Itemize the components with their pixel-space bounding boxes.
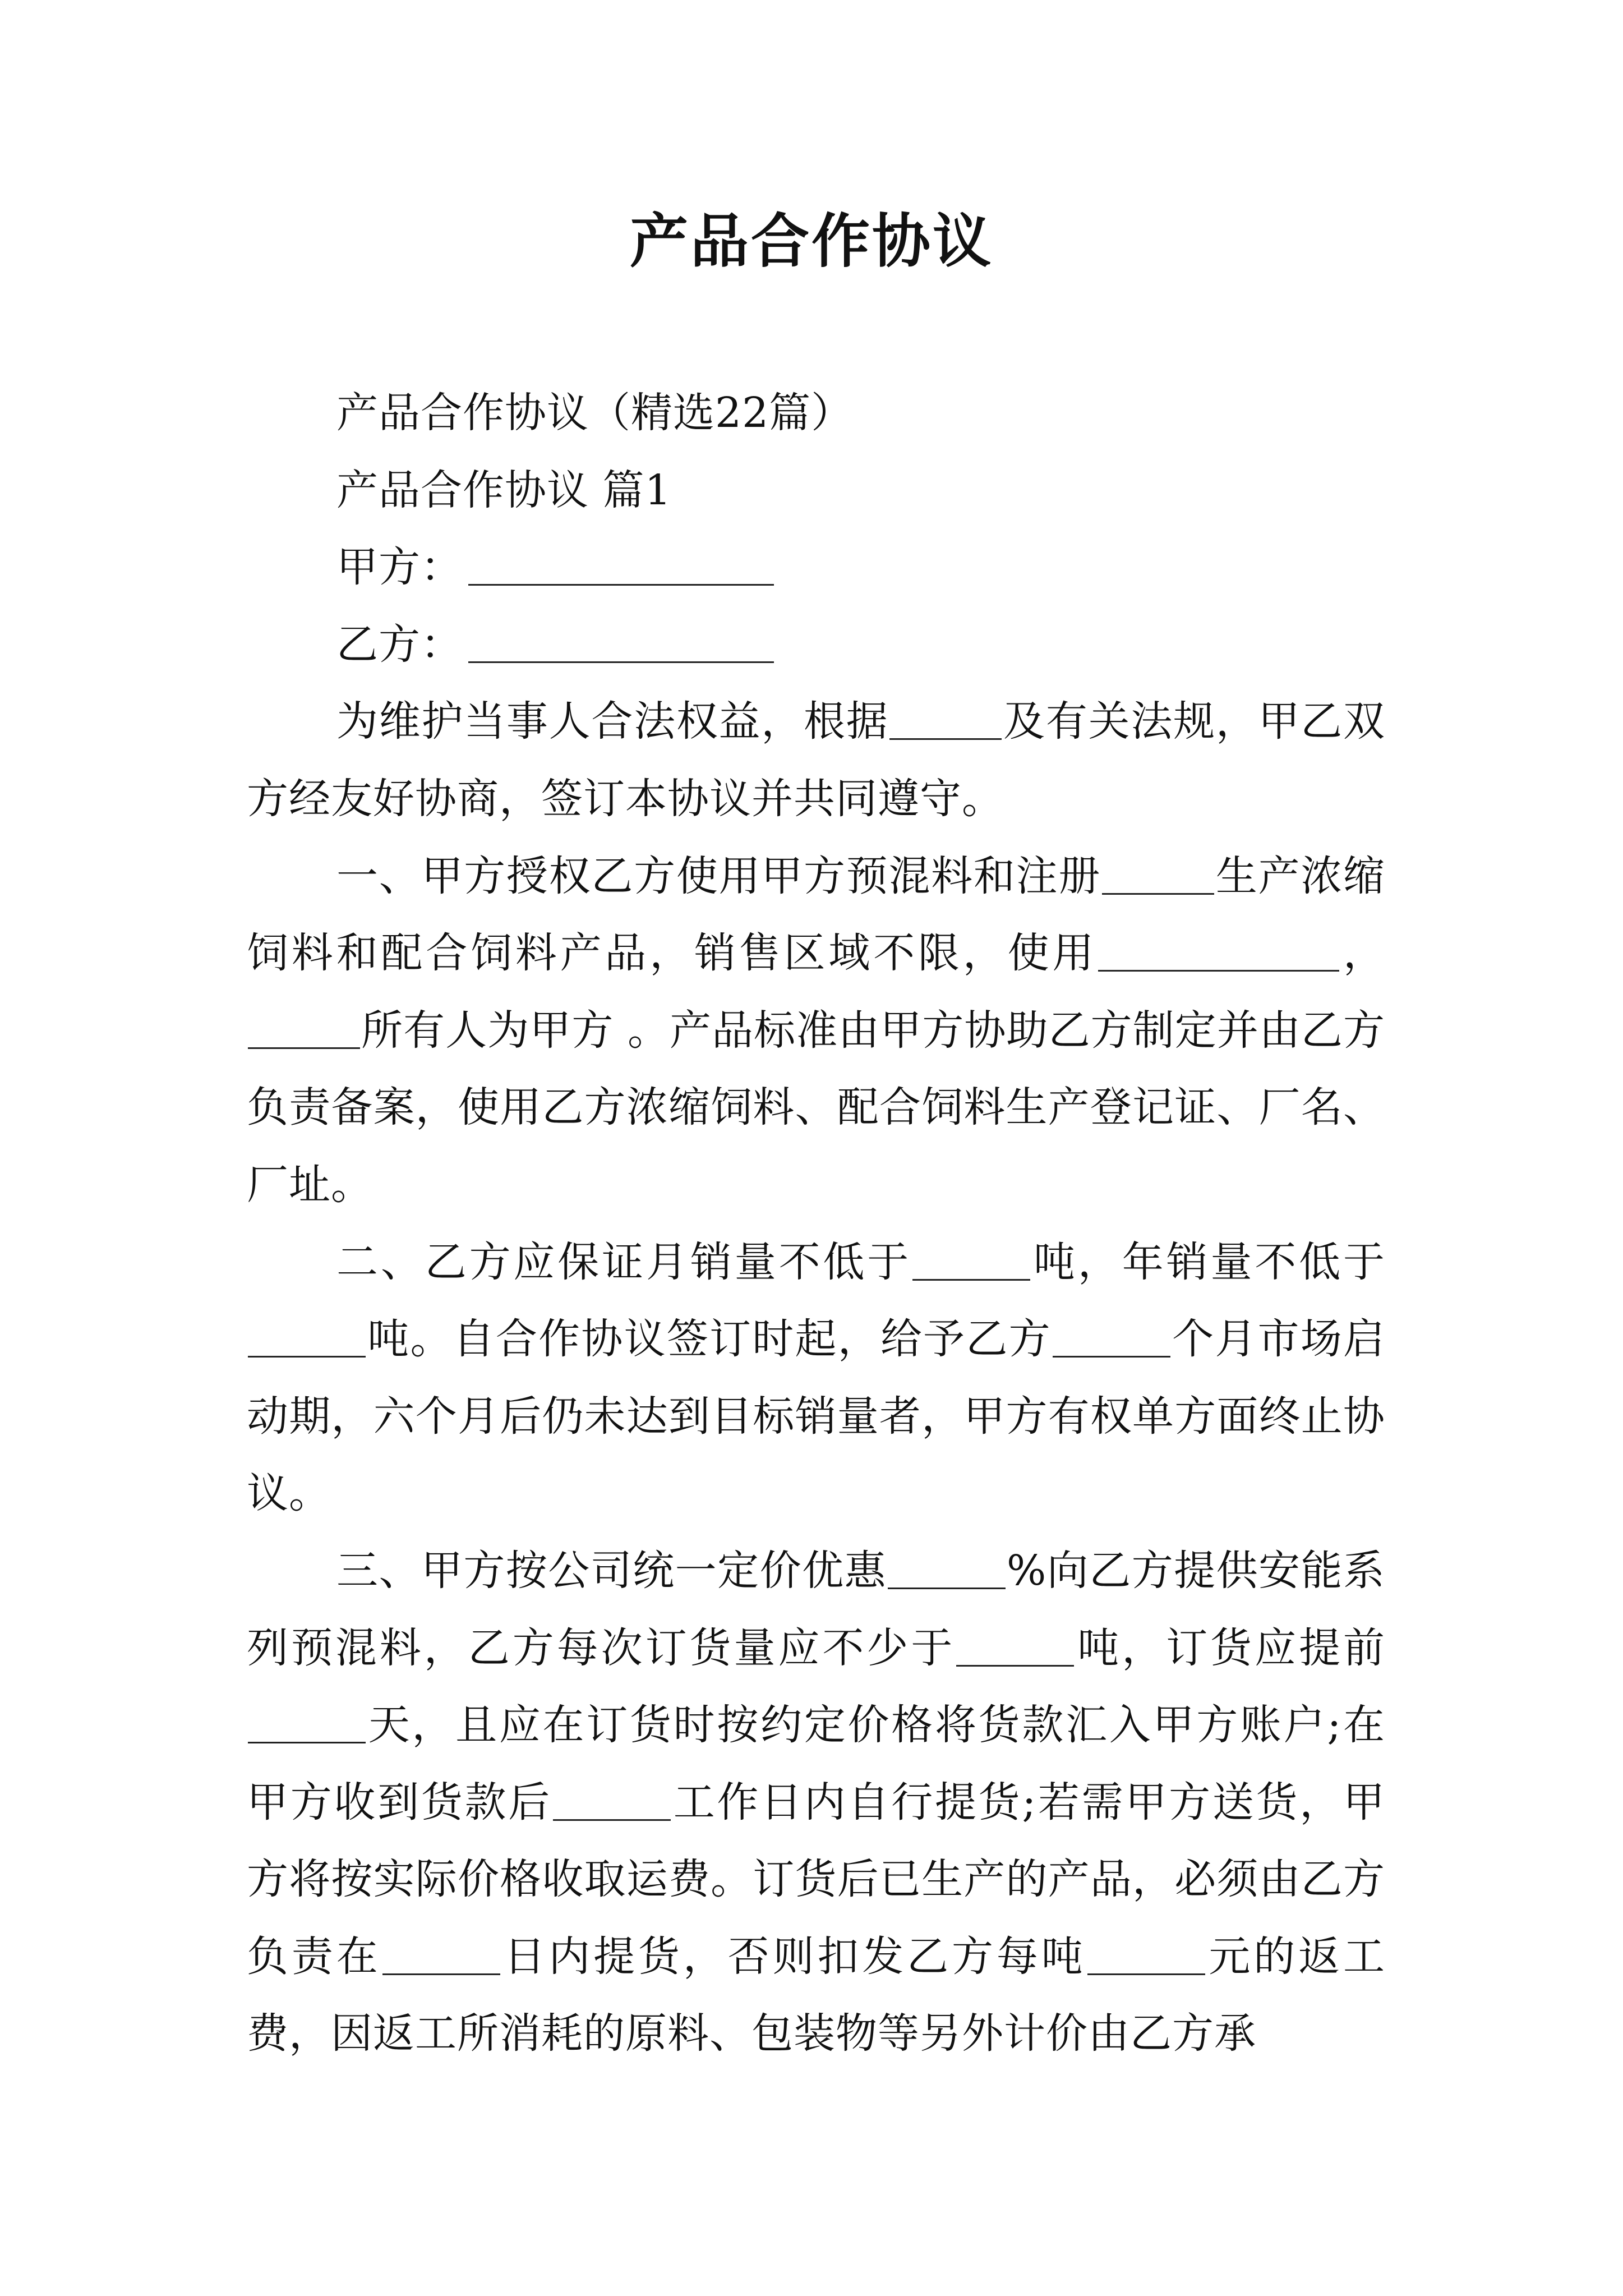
blank-field [956, 1622, 1074, 1667]
clause-2-text-3: 吨。自合作协议签订时起，给予乙方 [367, 1315, 1052, 1364]
blank-field [248, 1313, 366, 1358]
intro-text-1: 为维护当事人合法权益，根据 [336, 697, 889, 746]
clause-2-text-2: 吨，年销量不低于 [1031, 1237, 1386, 1286]
clause-2-text-4: 个月市场启动期，六个月后仍未达到目标销量者，甲方有权单方面终止协议。 [247, 1315, 1386, 1518]
document-subtitle [247, 375, 1385, 452]
clause-1-text-2: 生产浓缩饲料和配合饲料产品，销售区域不限，使用 [247, 852, 1386, 978]
clause-3-text-2: %向乙方提供安能系列预混料，乙方每次订货量应不少于 [247, 1546, 1385, 1672]
blank-field [1098, 927, 1339, 972]
intro-paragraph [247, 683, 1385, 838]
blank-field [248, 1005, 360, 1049]
blank-field [553, 1777, 671, 1821]
blank-field [382, 1931, 500, 1975]
clause-3-text-7: 元的返工费，因返工所消耗的原料、包装物等另外计价由乙方承 [247, 1932, 1386, 2058]
blank-field [1053, 1313, 1170, 1358]
blank-field [889, 696, 1002, 740]
clause-1-paragraph [247, 838, 1385, 1224]
blank-field [248, 1699, 366, 1743]
clause-3-text-6: 日内提货，否则扣发乙方每吨 [501, 1932, 1086, 1981]
party-b-line [247, 606, 1385, 684]
clause-3-paragraph [247, 1533, 1385, 2073]
party-b-label: 乙方： [336, 620, 463, 669]
clause-3-text-5: 工作日内自行提货;若需甲方送货，甲方将按实际价格收取运费。订货后已生产的产品，必须由乙方负责在 [247, 1778, 1385, 1981]
clause-1-text-3: ， [1340, 929, 1386, 978]
party-b-blank [468, 619, 774, 663]
clause-1-text-4: 所有人为甲方 。产品标准由甲方协助乙方制定并由乙方负责备案，使用乙方浓缩饲料、配合饲料生产登记证、厂名、厂址。 [247, 1006, 1385, 1209]
intro-text-2: 及有关法规，甲乙双方经友好协商，签订本协议并共同遵守。 [247, 697, 1385, 823]
blank-field [912, 1236, 1030, 1281]
party-a-blank [468, 541, 774, 586]
document-title: 产品合作协议 [629, 207, 993, 275]
blank-field [888, 1545, 1006, 1589]
document-body [247, 375, 1385, 2073]
clause-2-text-1: 二、乙方应保证月销量不低于 [336, 1237, 912, 1286]
blank-field [1102, 850, 1214, 895]
party-a-line [247, 529, 1385, 606]
section-heading [247, 452, 1385, 530]
clause-2-paragraph [247, 1224, 1385, 1533]
clause-3-text-4: 天，且应在订货时按约定价格将货款汇入甲方账户;在甲方收到货款后 [247, 1701, 1385, 1826]
subtitle-text: 产品合作协议（精选22篇） [336, 389, 854, 437]
party-a-label: 甲方： [336, 543, 463, 592]
clause-1-text-1: 一、甲方授权乙方使用甲方预混料和注册 [336, 852, 1101, 900]
blank-field [1087, 1931, 1205, 1975]
clause-3-text-3: 吨，订货应提前 [1075, 1623, 1386, 1672]
clause-3-text-1: 三、甲方按公司统一定价优惠 [336, 1546, 887, 1595]
section-heading-text: 产品合作协议 篇1 [336, 466, 672, 514]
